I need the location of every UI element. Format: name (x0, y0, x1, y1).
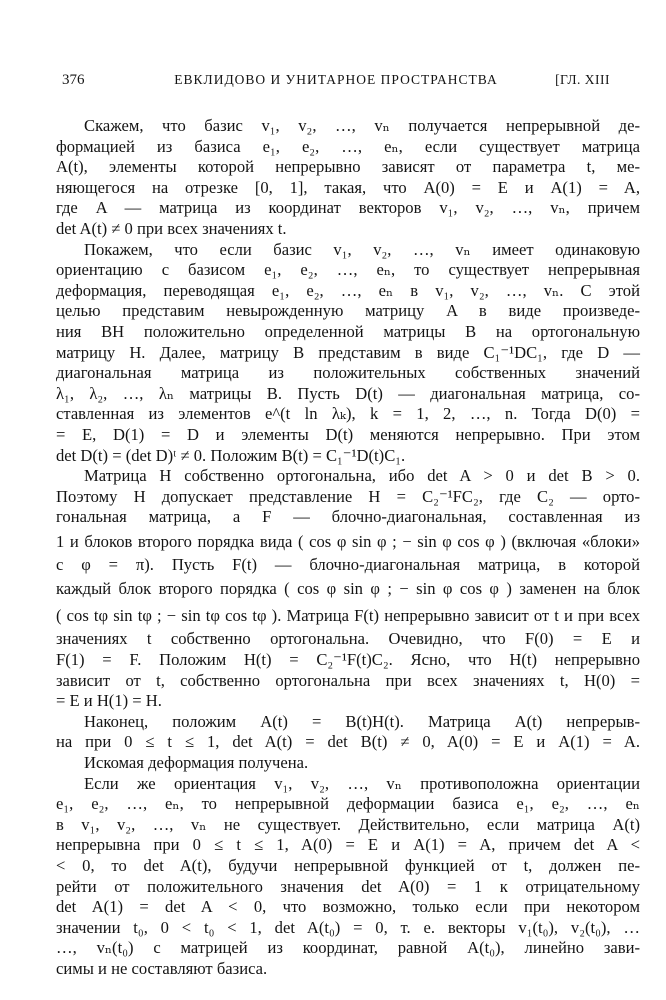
text-line: …, vₙ(t₀) с матрицей из координат, равной A(t₀), линейно зави- (56, 938, 640, 958)
text-line: 1 и блоков второго порядка вида ( cos φ sin φ ; − sin φ cos φ ) (включая «блоки» (56, 531, 640, 551)
text-line: A(t), элементы которой непрерывно зависят от параметра t, ме- (56, 157, 640, 177)
text-line: Искомая деформация получена. (84, 753, 309, 773)
text-line: формацией из базиса e₁, e₂, …, eₙ, если существует матрица (56, 136, 640, 156)
text-line: непрерывна при 0 ≤ t ≤ 1, A(0) = E и A(1) = A, причем det A < (56, 835, 640, 855)
text-line: = E и H(1) = H. (56, 691, 162, 711)
text-line: Скажем, что базис v₁, v₂, …, vₙ получается непрерывной де- (84, 116, 640, 135)
text-line: каждый блок второго порядка ( cos φ sin φ ; − sin φ cos φ ) заменен на блок (56, 579, 640, 599)
text-line: e₁, e₂, …, eₙ, то непрерывной деформации базиса e₁, e₂, …, eₙ (56, 794, 640, 814)
text-line: в v₁, v₂, …, vₙ не существует. Действительно, если матрица A(t) (56, 814, 640, 834)
text-line: F(1) = F. Положим H(t) = C₂⁻¹F(t)C₂. Ясно, что H(t) непрерывно (56, 650, 640, 670)
text-line: с φ = π). Пусть F(t) — блочно-диагональная матрица, в которой (56, 554, 640, 574)
text-line: det A(t) ≠ 0 при всех значениях t. (56, 218, 287, 238)
text-line: Если же ориентация v₁, v₂, …, vₙ противоположна ориентации (84, 773, 640, 793)
text-line: Матрица H собственно ортогональна, ибо det A > 0 и det B > 0. (84, 466, 640, 486)
text-line: деформация, переводящая e₁, e₂, …, eₙ в v₁, v₂, …, vₙ. С этой (56, 280, 640, 300)
running-title: ЕВКЛИДОВО И УНИТАРНОЕ ПРОСТРАНСТВА (174, 72, 498, 87)
text-line: на при 0 ≤ t ≤ 1, det A(t) = det B(t) ≠ 0, A(0) = E и A(1) = A. (56, 732, 640, 752)
text-line: = E, D(1) = D и элементы D(t) меняются непрерывно. При этом (56, 424, 640, 444)
text-line: значении t₀, 0 < t₀ < 1, det A(t₀) = 0, т. е. векторы v₁(t₀), v₂(t₀), … (56, 917, 640, 937)
text-line: целью представим невырожденную матрицу A в виде произведе- (56, 301, 640, 321)
text-line: няющегося на отрезке [0, 1], такая, что A(0) = E и A(1) = A, (56, 177, 640, 197)
text-line: гональная матрица, а F — блочно-диагональная, составленная из (56, 507, 640, 527)
chapter-label: [ГЛ. XIII (555, 72, 610, 87)
page-number: 376 (62, 72, 85, 88)
text-line: значениях t собственно ортогональна. Очевидно, что F(0) = E и (56, 629, 640, 649)
text-line: ставленная из элементов e^(t ln λₖ), k = 1, 2, …, n. Тогда D(0) = (56, 404, 640, 424)
text-line: зависит от t, собственно ортогональна при всех значениях t, H(0) = (56, 670, 640, 690)
text-line: ния BH положительно определенной матрицы B на ортогональную (56, 321, 640, 341)
text-line: Наконец, положим A(t) = B(t)H(t). Матрица A(t) непрерыв- (84, 711, 640, 731)
text-line: ( cos tφ sin tφ ; − sin tφ cos tφ ). Матрица F(t) непрерывно зависит от t и при всех (56, 606, 640, 626)
text-line: где A — матрица из координат векторов v₁, v₂, …, vₙ, причем (56, 198, 640, 218)
text-line: Покажем, что если базис v₁, v₂, …, vₙ имеет одинаковую (84, 239, 640, 259)
text-line: матрицу H. Далее, матрицу B представим в виде C₁⁻¹DC₁, где D — (56, 342, 640, 362)
text-line: det A(1) = det A < 0, что возможно, только если при некотором (56, 897, 640, 917)
text-line: Поэтому H допускает представление H = C₂⁻¹FC₂, где C₂ — орто- (56, 486, 640, 506)
text-line: рейти от положительного значения det A(0) = 1 к отрицательному (56, 876, 640, 896)
text-line: диагональная матрица из положительных собственных значений (56, 363, 640, 383)
text-line: det D(t) = (det D)ᵗ ≠ 0. Положим B(t) = C₁⁻¹D(t)C₁. (56, 445, 406, 465)
text-line: ориентацию с базисом e₁, e₂, …, eₙ, то существует непрерывная (56, 260, 640, 280)
page-body (56, 116, 640, 980)
text-line: симы и не составляют базиса. (56, 958, 268, 978)
text-line: < 0, то det A(t), будучи непрерывной функцией от t, должен пе- (56, 856, 640, 875)
text-line: λ₁, λ₂, …, λₙ матрицы B. Пусть D(t) — диагональная матрица, со- (56, 383, 640, 403)
running-header (62, 72, 610, 92)
